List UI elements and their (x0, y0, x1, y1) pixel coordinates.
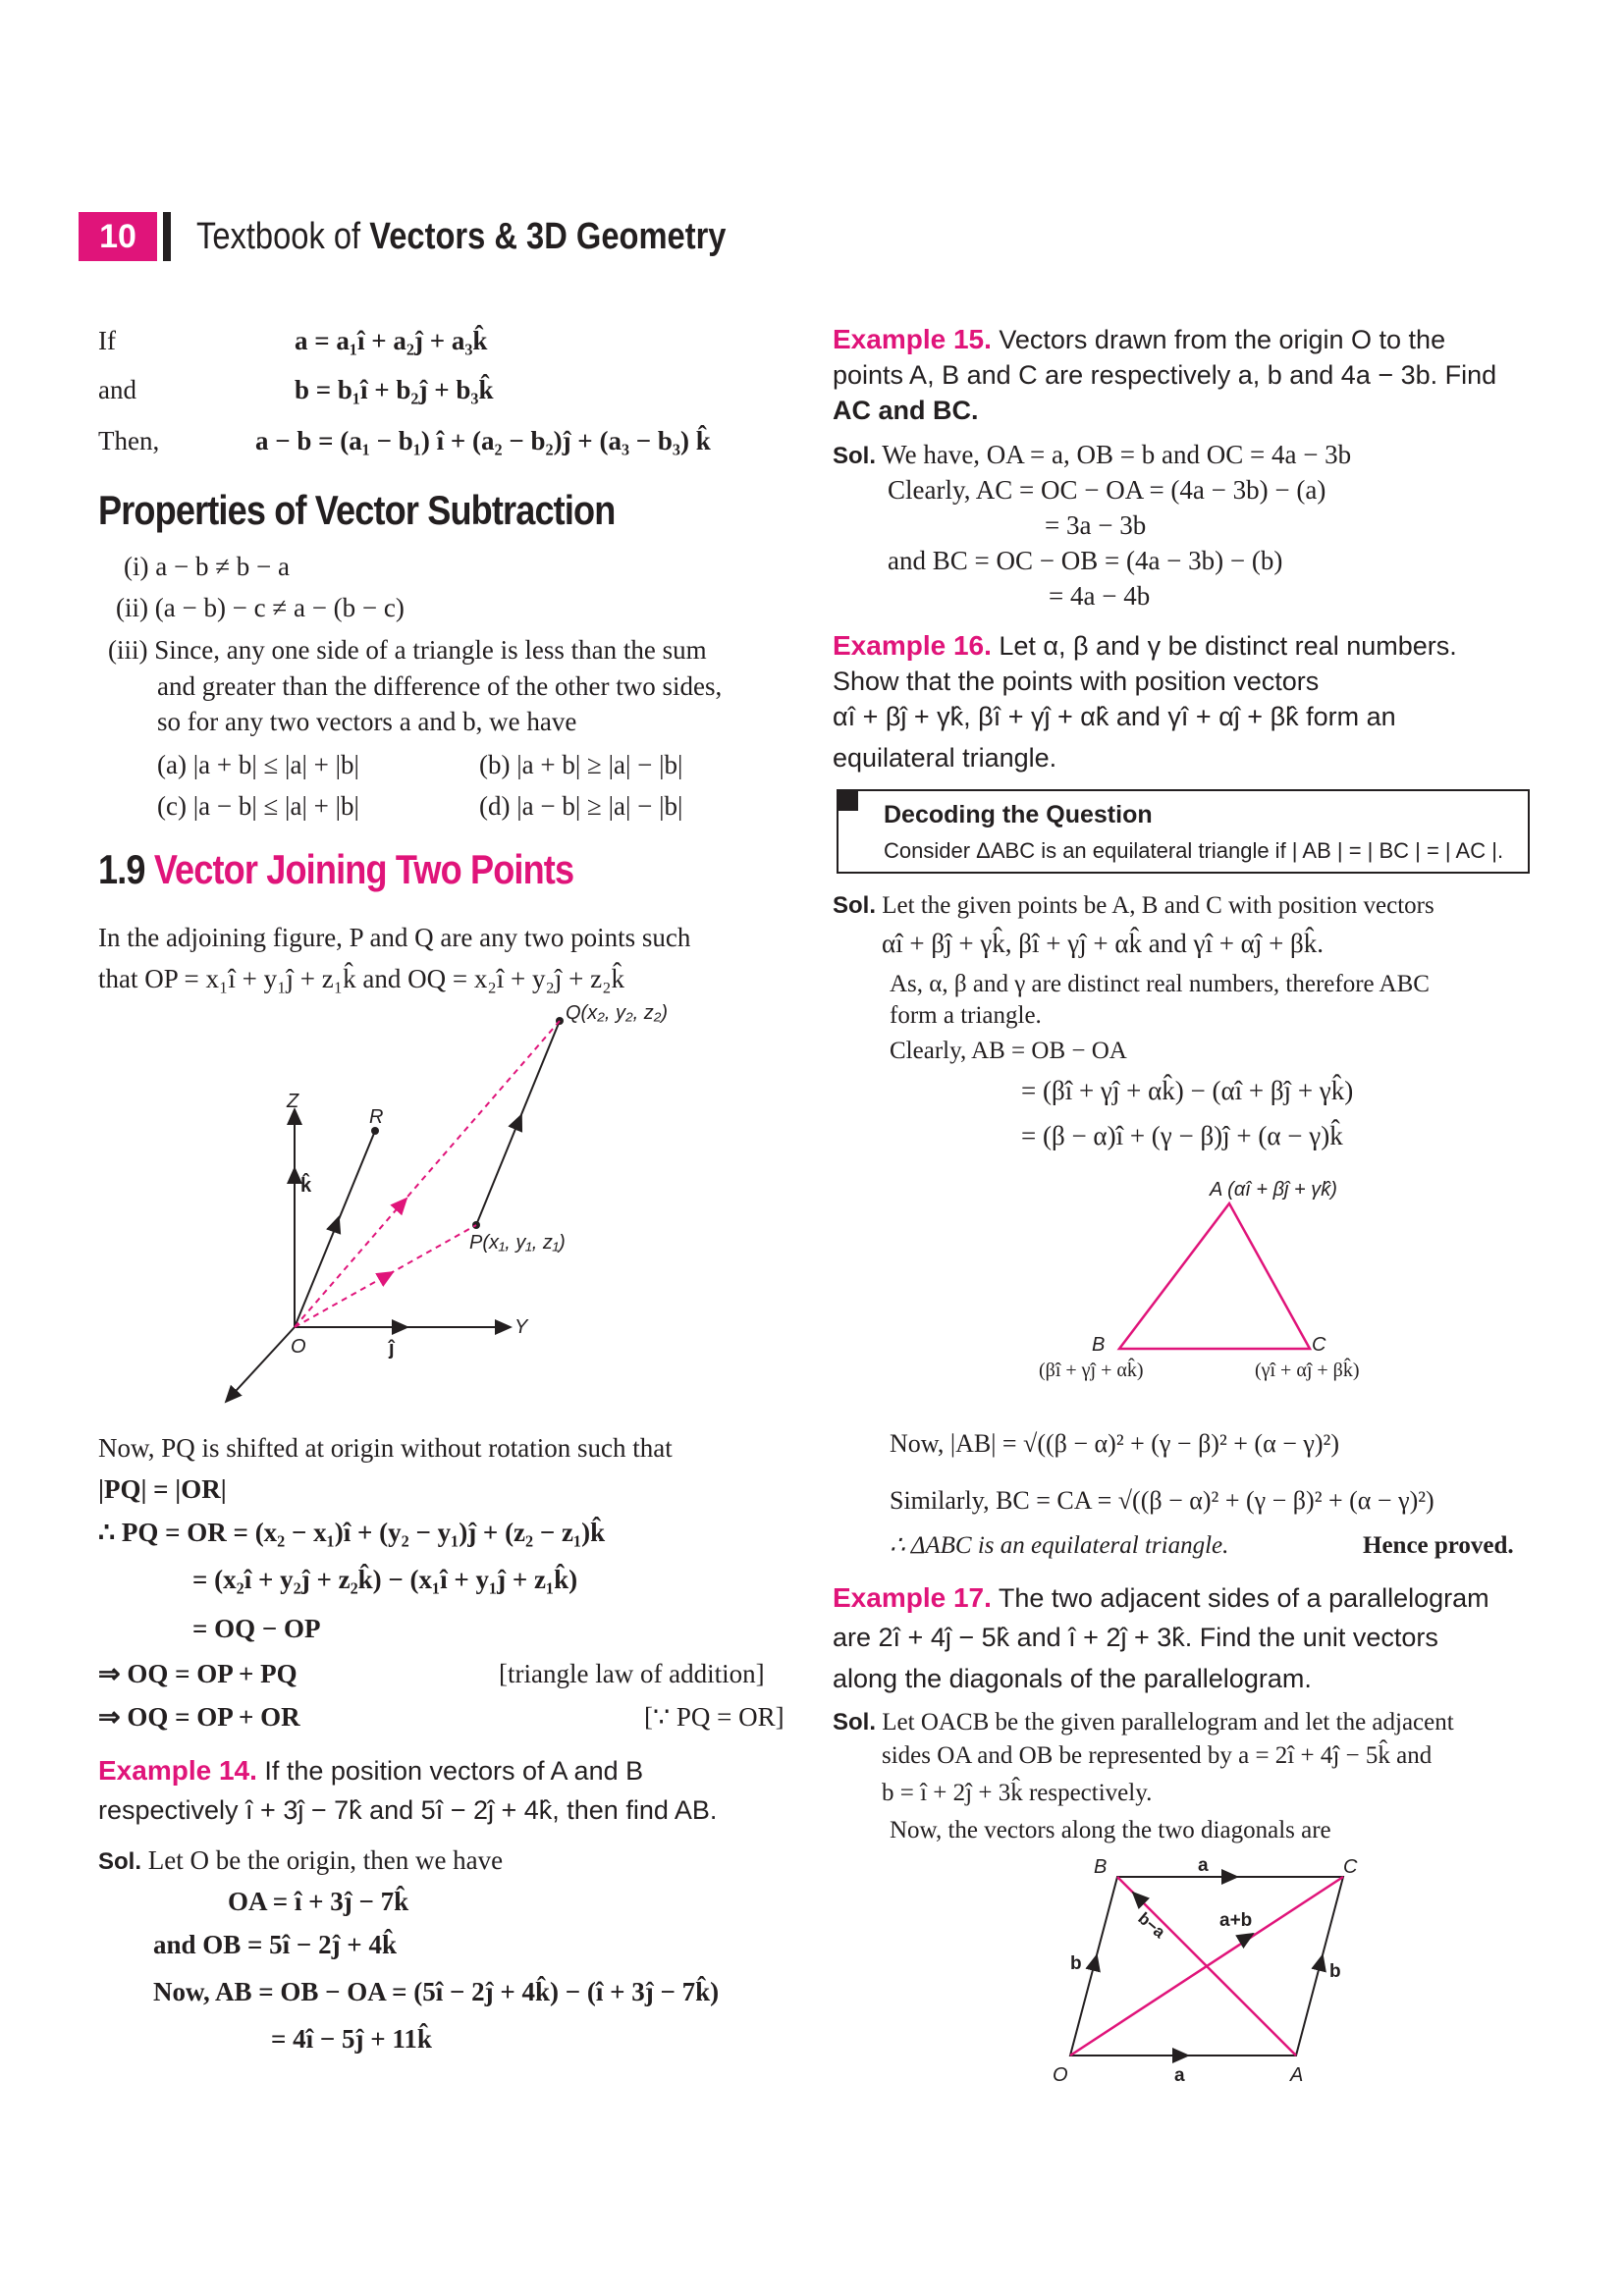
shift-line-2: |PQ| = |OR| (98, 1474, 227, 1504)
solution-label: Sol. (833, 443, 877, 469)
example-16-sol-text: Let the given points be A, B and C with position vectors (882, 892, 1434, 919)
label-o: O (291, 1336, 306, 1358)
example-16-sol-line-6: = (βî + γĵ + αk̂) − (αî + βĵ + γk̂) (1021, 1076, 1354, 1105)
example-14-text-1: If the position vectors of A and B (256, 1756, 644, 1786)
section-intro-line-2: that OP = x₁î + y₁ĵ + z₁k̂ and OQ = x₂î + y₂ĵ + z₂k̂ (98, 964, 625, 993)
point-r (371, 1127, 379, 1135)
side-label-top: a (1198, 1855, 1209, 1876)
example-16-line-4: equilateral triangle. (833, 743, 1057, 773)
example-17-text-1: The two adjacent sides of a parallelogram (991, 1583, 1489, 1613)
section-intro-line-1: In the adjoining figure, P and Q are any two points such (98, 923, 691, 952)
page-number-badge: 10 (79, 212, 157, 261)
example-16-line-3: αî + βĵ + γk̂, βî + γĵ + αk̂ and γî + αĵ + βk̂ form an (833, 702, 1396, 731)
example-15-line-3: AC and BC. (833, 396, 979, 425)
parallelogram-figure (992, 1853, 1404, 2089)
example-16-text-1: Let α, β and γ be distinct real numbers. (991, 631, 1457, 661)
example-14-sol-line-1: OA = î + 3ĵ − 7k̂ (228, 1887, 409, 1916)
example-16-sol-line-4: form a triangle. (890, 1002, 1042, 1029)
solution-label: Sol. (833, 1709, 877, 1735)
example-14-label: Example 14. (98, 1755, 257, 1786)
side-label-bottom: a (1174, 2065, 1185, 2086)
diagonal-label-diff: b−a (1134, 1908, 1169, 1943)
label-b: B (1092, 1334, 1106, 1356)
property-3-line-3: so for any two vectors a and b, we have (157, 707, 577, 736)
example-16-sol-line-1 (833, 887, 1434, 925)
example-17-sol-line-4: Now, the vectors along the two diagonals are (890, 1817, 1331, 1843)
def-expr-diff: a − b = (a₁ − b₁) î + (a₂ − b₂)ĵ + (a₃ − b₃) k̂ (255, 426, 711, 455)
example-15-sol-line-5: = 4a − 4b (1049, 581, 1151, 611)
inequality-d: (d) |a − b| ≥ |a| − |b| (479, 791, 683, 821)
example-14-sol-line-3: Now, AB = OB − OA = (5î − 2ĵ + 4k̂) − (î + 3ĵ − 7k̂) (153, 1977, 720, 2006)
label-c: C (1312, 1334, 1326, 1356)
example-14-solution-intro (98, 1842, 503, 1881)
property-3-line-1: (iii) Since, any one side of a triangle is less than the sum (108, 635, 707, 665)
def-expr-a: a = a₁î + a₂ĵ + a₃k̂ (295, 326, 488, 355)
example-15-line-1 (833, 322, 1445, 357)
decoding-box (837, 789, 1530, 874)
example-17-line-2: are 2î + 4ĵ − 5k̂ and î + 2ĵ + 3k̂. Find the unit vectors (833, 1623, 1438, 1652)
example-15-line-2: points A, B and C are respectively a, b and 4a − 3b. Find (833, 360, 1497, 390)
property-2: (ii) (a − b) − c ≠ a − (b − c) (116, 593, 405, 622)
example-15-sol-line-3: = 3a − 3b (1045, 510, 1147, 540)
step-4-note: [triangle law of addition] (499, 1659, 765, 1688)
section-heading (98, 846, 573, 893)
label-k: k̂ (300, 1175, 312, 1197)
label-r: R (369, 1106, 384, 1128)
vector-joining-figure (196, 1001, 707, 1423)
example-17-label: Example 17. (833, 1582, 992, 1613)
example-16-sol-line-7: = (β − α)î + (γ − β)ĵ + (α − γ)k̂ (1021, 1121, 1343, 1150)
side-label-right: b (1329, 1961, 1341, 1982)
inequality-c: (c) |a − b| ≤ |a| + |b| (157, 791, 359, 821)
solution-label: Sol. (98, 1848, 142, 1875)
label-a: A (αî + βĵ + γk̂) (1210, 1179, 1337, 1201)
decoding-text: Consider ΔABC is an equilateral triangle if | AB | = | BC | = | AC |. (884, 838, 1504, 863)
header-title-prefix: Textbook of (196, 216, 370, 257)
example-15-sol-line-4: and BC = OC − OB = (4a − 3b) − (b) (888, 546, 1283, 575)
decoding-title: Decoding the Question (884, 801, 1153, 828)
x-axis (226, 1327, 295, 1402)
example-17-sol-line-2: sides OA and OB be represented by a = 2î + 4ĵ − 5k̂ and (882, 1742, 1433, 1769)
example-17-sol-text: Let OACB be the given parallelogram and let the adjacent (882, 1709, 1454, 1735)
example-16-conclusion: ∴ ΔABC is an equilateral triangle. (890, 1532, 1229, 1559)
def-label-if: If (98, 326, 116, 355)
header-divider (163, 212, 171, 261)
example-16-sol-line-5: Clearly, AB = OB − OA (890, 1038, 1127, 1064)
equilateral-triangle-figure (1021, 1168, 1414, 1394)
def-label-and: and (98, 375, 136, 404)
label-q: Q(x₂, y₂, z₂) (566, 1002, 668, 1024)
example-16-line-2: Show that the points with position vectors (833, 667, 1320, 696)
example-16-similarly: Similarly, BC = CA = √((β − α)² + (γ − β)² + (α − γ)²) (890, 1486, 1434, 1515)
example-16-sol-line-2: αî + βĵ + γk̂, βî + γĵ + αk̂ and γî + αĵ + βk̂. (882, 929, 1325, 958)
corner-a: A (1290, 2064, 1304, 2086)
corner-o: O (1053, 2064, 1068, 2086)
example-15-sol-line-2: Clearly, AC = OC − OA = (4a − 3b) − (a) (888, 475, 1326, 505)
triangle-abc (1119, 1203, 1310, 1349)
label-b-vector: (βî + γĵ + αk̂) (1039, 1360, 1144, 1381)
def-expr-b: b = b₁î + b₂ĵ + b₃k̂ (295, 375, 494, 404)
example-16-sol-line-3: As, α, β and γ are distinct real numbers, therefore ABC (890, 971, 1430, 997)
decoding-marker (837, 789, 858, 811)
example-17-line-1 (833, 1580, 1489, 1616)
example-15-text-1: Vectors drawn from the origin O to the (991, 325, 1446, 354)
inequality-b: (b) |a + b| ≥ |a| − |b| (479, 750, 683, 779)
example-14-sol-line-2: and OB = 5î − 2ĵ + 4k̂ (153, 1930, 397, 1959)
example-17-sol-line-1 (833, 1704, 1454, 1741)
step-4: ⇒ OQ = OP + PQ (98, 1659, 298, 1688)
example-16-label: Example 16. (833, 630, 992, 661)
label-z: Z (287, 1091, 299, 1112)
vector-oq (295, 1021, 560, 1327)
example-14-line-1 (98, 1753, 643, 1789)
label-c-vector: (γî + αĵ + βk̂) (1255, 1360, 1360, 1381)
step-5-note: [∵ PQ = OR] (644, 1702, 784, 1732)
inequality-a: (a) |a + b| ≤ |a| + |b| (157, 750, 359, 779)
label-y: Y (514, 1316, 528, 1338)
diagonal-label-sum: a+b (1219, 1910, 1253, 1931)
property-1: (i) a − b ≠ b − a (124, 552, 290, 581)
properties-heading: Properties of Vector Subtraction (98, 487, 616, 533)
property-3-line-2: and greater than the difference of the other two sides, (157, 671, 723, 701)
hence-proved: Hence proved. (1363, 1532, 1514, 1559)
example-16-line-1 (833, 628, 1457, 664)
step-5: ⇒ OQ = OP + OR (98, 1702, 300, 1732)
side-label-left: b (1070, 1953, 1082, 1974)
def-label-then: Then, (98, 426, 160, 455)
step-3: = OQ − OP (192, 1614, 321, 1643)
label-j: ĵ (389, 1338, 395, 1360)
example-15-sol-text: We have, OA = a, OB = b and OC = 4a − 3b (882, 440, 1352, 469)
running-header (196, 214, 726, 259)
label-p: P(x₁, y₁, z₁) (469, 1232, 566, 1254)
example-14-sol-text: Let O be the origin, then we have (147, 1845, 504, 1875)
corner-c: C (1343, 1856, 1358, 1878)
example-17-line-3: along the diagonals of the parallelogram. (833, 1664, 1312, 1693)
section-number: 1.9 (98, 846, 145, 892)
section-title: Vector Joining Two Points (153, 846, 574, 892)
corner-b: B (1094, 1856, 1108, 1878)
header-title-bold: Vectors & 3D Geometry (369, 216, 727, 257)
step-2: = (x₂î + y₂ĵ + z₂k̂) − (x₁î + y₁ĵ + z₁k̂) (192, 1565, 578, 1594)
solution-label: Sol. (833, 892, 877, 919)
shift-line-1: Now, PQ is shifted at origin without rotation such that (98, 1433, 673, 1463)
example-14-sol-line-4: = 4î − 5ĵ + 11k̂ (271, 2024, 432, 2054)
step-1: ∴ PQ = OR = (x₂ − x₁)î + (y₂ − y₁)ĵ + (z₂ − z₁)k̂ (98, 1518, 606, 1547)
example-15-label: Example 15. (833, 324, 992, 354)
diagonal-ab (1117, 1877, 1296, 2056)
example-17-sol-line-3: b = î + 2ĵ + 3k̂ respectively. (882, 1780, 1153, 1806)
example-15-sol-line-1 (833, 436, 1351, 475)
example-16-now: Now, |AB| = √((β − α)² + (γ − β)² + (α − γ)²) (890, 1429, 1339, 1458)
example-14-line-2: respectively î + 3ĵ − 7k̂ and 5î − 2ĵ + 4k̂, then find AB. (98, 1795, 718, 1825)
